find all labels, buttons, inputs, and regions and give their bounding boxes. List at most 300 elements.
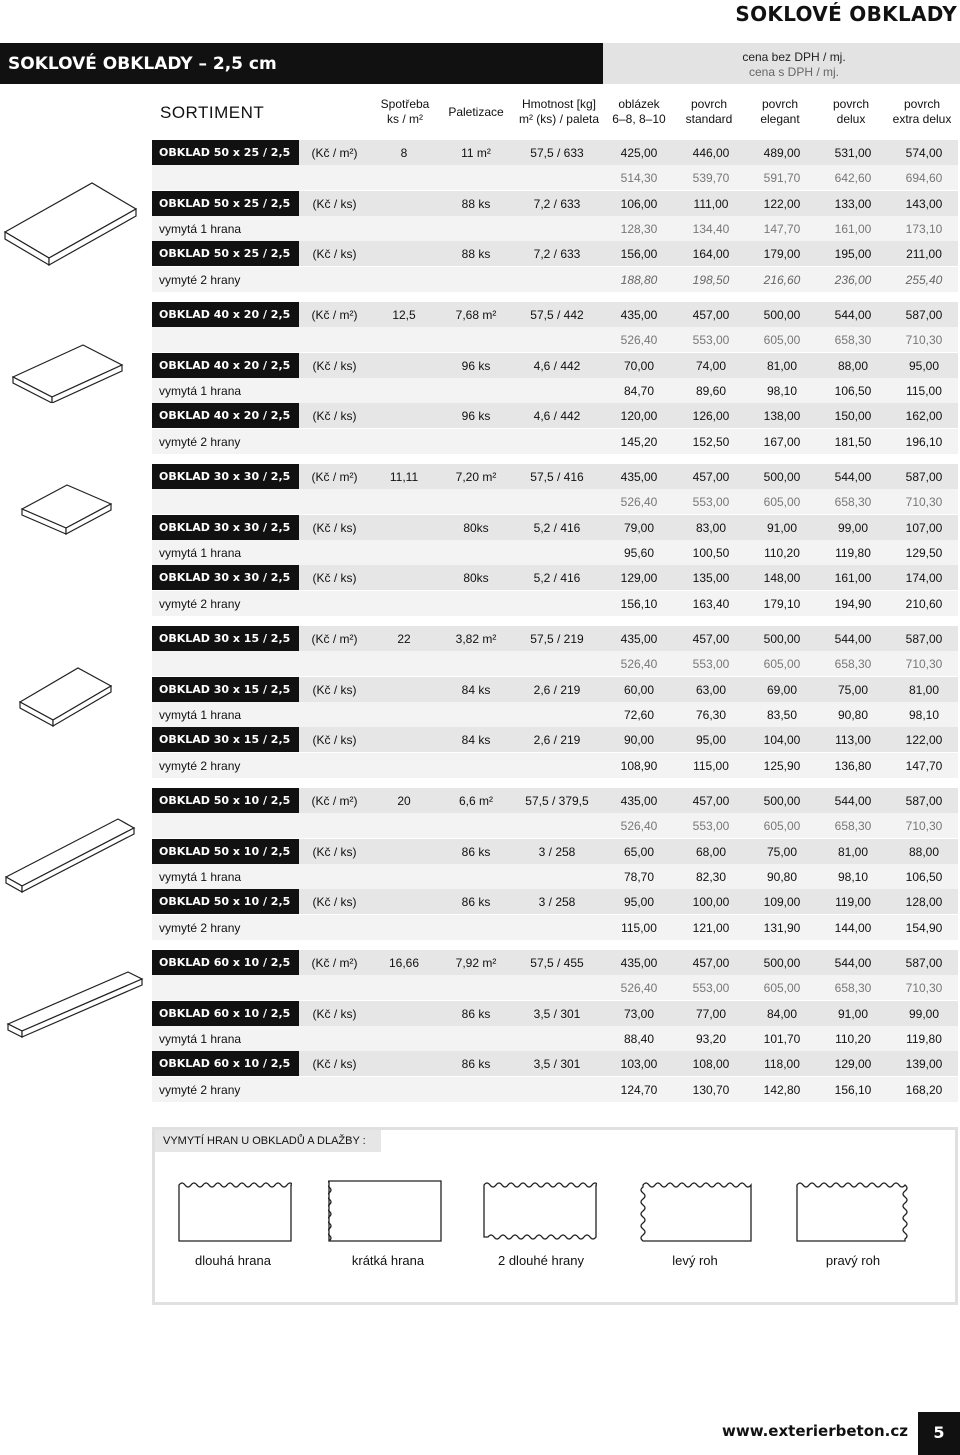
table-row — [152, 702, 958, 727]
edge-variant-label: vymyté 2 hrany — [159, 272, 241, 287]
price-standard-cell: 457,00 — [692, 794, 730, 808]
price-delux-cell: 544,00 — [834, 632, 872, 646]
col-spotreba-line1: Spotřeba — [380, 97, 430, 111]
table-row — [152, 626, 958, 651]
price-delux-cell: 658,30 — [834, 819, 872, 834]
price-oblazek-cell: 120,00 — [620, 409, 658, 424]
price-standard-cell: 457,00 — [692, 308, 730, 322]
weight-cell: 4,6 / 442 — [533, 358, 581, 373]
weight-cell: 2,6 / 219 — [533, 733, 581, 748]
unit-cell: (Kč / ks) — [312, 895, 357, 910]
price-oblazek-cell: 188,80 — [620, 272, 658, 287]
price-elegant-cell: 167,00 — [763, 434, 801, 449]
unit-cell: (Kč / ks) — [312, 247, 357, 262]
price-oblazek-cell: 90,00 — [623, 733, 655, 748]
price-extra-delux-cell: 587,00 — [905, 956, 943, 970]
col-oblazek-line2: 6–8, 8–10 — [612, 112, 666, 126]
table-row — [152, 241, 958, 266]
price-delux-cell: 98,10 — [837, 869, 869, 884]
price-delux-cell: 99,00 — [837, 520, 869, 535]
price-oblazek-cell: 115,00 — [621, 920, 657, 935]
price-standard-cell: 77,00 — [695, 1006, 727, 1021]
price-extra-delux-cell: 174,00 — [905, 571, 943, 586]
price-extra-delux-cell: 211,00 — [906, 247, 942, 262]
price-delux-cell: 156,10 — [834, 1082, 872, 1097]
weight-cell: 3,5 / 301 — [533, 1057, 581, 1072]
table-row — [152, 1026, 958, 1051]
edge-variant-label: vymytá 1 hrana — [159, 383, 242, 398]
price-extra-delux-cell: 710,30 — [905, 819, 943, 834]
price-standard-cell: 553,00 — [692, 819, 730, 834]
consumption-cell: 22 — [397, 632, 411, 646]
price-elegant-cell: 98,10 — [766, 383, 798, 398]
footer-url[interactable]: www.exterierbeton.cz — [722, 1422, 908, 1440]
price-oblazek-cell: 78,70 — [623, 869, 655, 884]
price-delux-cell: 544,00 — [834, 956, 872, 970]
col-extra-delux-line2: extra delux — [892, 112, 952, 126]
price-standard-cell: 100,00 — [692, 895, 730, 910]
price-delux-cell: 113,00 — [835, 733, 871, 748]
price-oblazek-cell: 72,60 — [623, 707, 655, 722]
product-label: OBKLAD 40 x 20 / 2,5 — [152, 353, 299, 378]
price-elegant-cell: 125,90 — [763, 758, 801, 773]
price-delux-cell: 642,60 — [834, 171, 872, 186]
col-hmotnost — [513, 97, 605, 129]
price-oblazek-cell: 129,00 — [620, 571, 658, 586]
price-standard-cell: 457,00 — [692, 470, 730, 484]
price-elegant-cell: 216,60 — [763, 272, 801, 287]
table-row — [152, 353, 958, 378]
price-extra-delux-cell: 154,90 — [905, 920, 943, 935]
palletization-cell: 7,20 m² — [455, 470, 497, 484]
table-row — [152, 540, 958, 565]
table-row — [152, 216, 958, 241]
unit-cell: (Kč / m²) — [311, 956, 358, 970]
price-delux-cell: 194,90 — [834, 596, 872, 611]
price-oblazek-cell: 73,00 — [623, 1006, 655, 1021]
price-elegant-cell: 605,00 — [763, 981, 801, 996]
price-elegant-cell: 69,00 — [766, 682, 798, 697]
edge-variant-label: vymytá 1 hrana — [159, 707, 242, 722]
product-label: OBKLAD 40 x 20 / 2,5 — [152, 302, 299, 327]
price-elegant-cell: 148,00 — [763, 571, 801, 586]
price-delux-cell: 90,80 — [837, 707, 869, 722]
price-delux-cell: 144,00 — [834, 920, 872, 935]
price-delux-cell: 544,00 — [834, 470, 872, 484]
price-delux-cell: 658,30 — [834, 981, 872, 996]
edge-left-corner-icon — [638, 1180, 753, 1242]
product-label: OBKLAD 40 x 20 / 2,5 — [152, 403, 299, 428]
col-delux-line1: povrch — [832, 97, 870, 111]
price-extra-delux-cell: 710,30 — [905, 657, 943, 672]
price-elegant-cell: 131,90 — [763, 920, 801, 935]
price-elegant-cell: 605,00 — [763, 819, 801, 834]
palletization-cell: 3,82 m² — [455, 632, 497, 646]
palletization-cell: 86 ks — [461, 1006, 491, 1021]
price-delux-cell: 161,00 — [834, 221, 872, 236]
edge-variant-label: vymytá 1 hrana — [159, 1031, 242, 1046]
weight-cell: 57,5 / 416 — [530, 470, 584, 484]
price-extra-delux-cell: 115,00 — [906, 383, 942, 398]
col-delux — [815, 97, 887, 129]
palletization-cell: 88 ks — [461, 247, 491, 262]
price-elegant-cell: 500,00 — [763, 794, 801, 808]
price-standard-cell: 83,00 — [695, 520, 727, 535]
table-row — [152, 165, 958, 190]
price-elegant-cell: 179,00 — [763, 247, 801, 262]
edge-variant-label: vymytá 1 hrana — [159, 869, 242, 884]
table-row — [152, 727, 958, 752]
price-elegant-cell: 179,10 — [763, 596, 801, 611]
table-row — [152, 140, 958, 165]
price-oblazek-cell: 435,00 — [620, 632, 658, 646]
table-row — [152, 565, 958, 590]
edge-washing-title: VYMYTÍ HRAN U OBKLADŮ A DLAŽBY : — [155, 1130, 381, 1152]
palletization-cell: 86 ks — [461, 844, 491, 859]
price-delux-cell: 544,00 — [834, 308, 872, 322]
table-row — [152, 889, 958, 914]
price-standard-cell: 74,00 — [695, 358, 727, 373]
price-standard-cell: 134,40 — [692, 221, 730, 236]
price-oblazek-cell: 103,00 — [620, 1057, 658, 1072]
price-oblazek-cell: 79,00 — [623, 520, 655, 535]
price-extra-delux-cell: 147,70 — [905, 758, 943, 773]
price-standard-cell: 164,00 — [692, 247, 730, 262]
tile-60x10-icon — [0, 970, 145, 1050]
price-with-vat-note: cena s DPH / mj. — [748, 65, 840, 79]
price-extra-delux-cell: 173,10 — [905, 221, 943, 236]
table-row — [152, 1001, 958, 1026]
edge-two-long-label: 2 dlouhé hrany — [497, 1253, 584, 1268]
price-delux-cell: 88,00 — [837, 358, 869, 373]
unit-cell: (Kč / ks) — [312, 409, 357, 424]
price-standard-cell: 82,30 — [695, 869, 727, 884]
price-oblazek-cell: 435,00 — [620, 956, 658, 970]
price-elegant-cell: 90,80 — [766, 869, 798, 884]
price-extra-delux-cell: 587,00 — [905, 470, 943, 484]
price-oblazek-cell: 95,60 — [623, 545, 655, 560]
table-row — [152, 191, 958, 216]
price-extra-delux-cell: 107,00 — [905, 520, 943, 535]
palletization-cell: 96 ks — [461, 358, 491, 373]
price-standard-cell: 63,00 — [695, 682, 727, 697]
table-row — [152, 378, 958, 403]
edge-variant-label: vymytá 1 hrana — [159, 545, 242, 560]
price-extra-delux-cell: 710,30 — [905, 495, 943, 510]
header-band — [0, 43, 960, 84]
palletization-cell: 80ks — [463, 571, 489, 586]
price-extra-delux-cell: 88,00 — [908, 844, 940, 859]
col-elegant-line2: elegant — [760, 112, 800, 126]
price-oblazek-cell: 145,20 — [620, 434, 658, 449]
product-label: OBKLAD 30 x 30 / 2,5 — [152, 464, 299, 489]
price-delux-cell: 133,00 — [834, 196, 872, 211]
unit-cell: (Kč / ks) — [312, 1006, 357, 1021]
price-extra-delux-cell: 574,00 — [905, 146, 943, 160]
price-standard-cell: 553,00 — [692, 333, 730, 348]
price-elegant-cell: 110,20 — [764, 545, 800, 560]
weight-cell: 3,5 / 301 — [533, 1006, 581, 1021]
table-row — [152, 515, 958, 540]
edge-left-corner-label: levý roh — [672, 1253, 718, 1268]
price-oblazek-cell: 128,30 — [620, 221, 658, 236]
price-oblazek-cell: 156,10 — [620, 596, 658, 611]
table-row — [152, 1077, 958, 1102]
price-standard-cell: 68,00 — [695, 844, 727, 859]
consumption-cell: 8 — [400, 146, 408, 160]
table-row — [152, 753, 958, 778]
table-row — [152, 950, 958, 975]
price-standard-cell: 539,70 — [692, 171, 730, 186]
product-label: OBKLAD 60 x 10 / 2,5 — [152, 1001, 299, 1026]
unit-cell: (Kč / ks) — [312, 358, 357, 373]
unit-cell: (Kč / ks) — [312, 733, 357, 748]
edge-variant-label: vymyté 2 hrany — [159, 434, 241, 449]
col-standard-line2: standard — [685, 112, 733, 126]
price-elegant-cell: 489,00 — [763, 146, 801, 160]
price-extra-delux-cell: 162,00 — [905, 409, 943, 424]
price-delux-cell: 658,30 — [834, 657, 872, 672]
price-delux-cell: 110,20 — [835, 1031, 871, 1046]
price-delux-cell: 658,30 — [834, 333, 872, 348]
price-oblazek-cell: 106,00 — [620, 196, 658, 211]
price-elegant-cell: 142,80 — [763, 1082, 801, 1097]
price-extra-delux-cell: 81,00 — [908, 682, 940, 697]
price-oblazek-cell: 84,70 — [623, 383, 655, 398]
table-row — [152, 788, 958, 813]
price-standard-cell: 553,00 — [692, 495, 730, 510]
product-label: OBKLAD 30 x 30 / 2,5 — [152, 515, 299, 540]
price-extra-delux-cell: 710,30 — [905, 981, 943, 996]
price-oblazek-cell: 526,40 — [620, 333, 658, 348]
price-extra-delux-cell: 122,00 — [905, 733, 943, 748]
price-without-vat-note: cena bez DPH / mj. — [742, 50, 846, 64]
weight-cell: 57,5 / 633 — [530, 146, 584, 160]
price-delux-cell: 91,00 — [837, 1006, 869, 1021]
price-extra-delux-cell: 139,00 — [905, 1057, 943, 1072]
price-standard-cell: 135,00 — [692, 571, 730, 586]
price-delux-cell: 119,80 — [835, 545, 871, 560]
product-label: OBKLAD 50 x 25 / 2,5 — [152, 191, 299, 216]
tile-40x20-icon — [0, 343, 130, 403]
table-row — [152, 591, 958, 616]
edge-long-icon — [178, 1180, 293, 1242]
price-elegant-cell: 500,00 — [763, 956, 801, 970]
price-standard-cell: 553,00 — [692, 981, 730, 996]
table-row — [152, 302, 958, 327]
palletization-cell: 11 m² — [461, 146, 491, 160]
price-elegant-cell: 605,00 — [763, 657, 801, 672]
price-oblazek-cell: 65,00 — [623, 844, 655, 859]
price-elegant-cell: 109,00 — [763, 895, 801, 910]
page-number: 5 — [918, 1412, 960, 1455]
price-standard-cell: 89,60 — [695, 383, 727, 398]
price-oblazek-cell: 526,40 — [620, 657, 658, 672]
edge-two-long-icon — [483, 1180, 598, 1242]
table-row — [152, 464, 958, 489]
consumption-cell: 12,5 — [392, 308, 416, 322]
product-label: OBKLAD 30 x 15 / 2,5 — [152, 677, 299, 702]
weight-cell: 7,2 / 633 — [533, 247, 581, 262]
price-standard-cell: 93,20 — [695, 1031, 727, 1046]
unit-cell: (Kč / m²) — [311, 146, 358, 160]
price-extra-delux-cell: 129,50 — [905, 545, 943, 560]
price-standard-cell: 126,00 — [692, 409, 730, 424]
price-delux-cell: 531,00 — [834, 146, 872, 160]
col-elegant — [744, 97, 816, 129]
palletization-cell: 7,92 m² — [455, 956, 497, 970]
table-row — [152, 651, 958, 676]
price-elegant-cell: 605,00 — [763, 333, 801, 348]
table-row — [152, 915, 958, 940]
price-standard-cell: 163,40 — [692, 596, 730, 611]
product-label: OBKLAD 50 x 10 / 2,5 — [152, 839, 299, 864]
price-oblazek-cell: 526,40 — [620, 495, 658, 510]
edge-right-corner-label: pravý roh — [825, 1253, 881, 1268]
unit-cell: (Kč / m²) — [311, 308, 358, 322]
weight-cell: 5,2 / 416 — [533, 571, 581, 586]
price-delux-cell: 119,00 — [835, 895, 871, 910]
price-oblazek-cell: 435,00 — [620, 470, 658, 484]
col-delux-line2: delux — [836, 112, 866, 126]
price-delux-cell: 544,00 — [834, 794, 872, 808]
price-elegant-cell: 122,00 — [763, 196, 801, 211]
edge-washing-box — [152, 1127, 958, 1305]
col-standard-line1: povrch — [690, 97, 728, 111]
sortiment-heading: SORTIMENT — [160, 103, 265, 122]
price-delux-cell: 81,00 — [837, 844, 869, 859]
price-oblazek-cell: 435,00 — [620, 794, 658, 808]
consumption-cell: 20 — [397, 794, 411, 808]
price-delux-cell: 658,30 — [834, 495, 872, 510]
edge-right-corner-icon — [796, 1180, 911, 1242]
unit-cell: (Kč / m²) — [311, 632, 358, 646]
product-label: OBKLAD 60 x 10 / 2,5 — [152, 950, 299, 975]
product-label: OBKLAD 30 x 30 / 2,5 — [152, 565, 299, 590]
price-elegant-cell: 591,70 — [763, 171, 801, 186]
price-extra-delux-cell: 95,00 — [908, 358, 940, 373]
price-oblazek-cell: 156,00 — [620, 247, 658, 262]
price-extra-delux-cell: 119,80 — [906, 1031, 942, 1046]
price-delux-cell: 136,80 — [834, 758, 872, 773]
price-extra-delux-cell: 98,10 — [908, 707, 940, 722]
price-extra-delux-cell: 128,00 — [905, 895, 943, 910]
col-extra-delux — [882, 97, 960, 129]
unit-cell: (Kč / m²) — [311, 794, 358, 808]
price-elegant-cell: 104,00 — [763, 733, 801, 748]
page-title: SOKLOVÉ OBKLADY — [735, 2, 957, 26]
price-extra-delux-cell: 587,00 — [905, 794, 943, 808]
product-label: OBKLAD 30 x 15 / 2,5 — [152, 727, 299, 752]
price-oblazek-cell: 108,90 — [620, 758, 658, 773]
price-extra-delux-cell: 106,50 — [905, 869, 943, 884]
price-elegant-cell: 138,00 — [763, 409, 801, 424]
unit-cell: (Kč / ks) — [312, 844, 357, 859]
price-elegant-cell: 81,00 — [766, 358, 798, 373]
product-label: OBKLAD 50 x 10 / 2,5 — [152, 889, 299, 914]
product-label: OBKLAD 50 x 10 / 2,5 — [152, 788, 299, 813]
col-oblazek — [603, 97, 675, 129]
edge-short-label: krátká hrana — [351, 1253, 425, 1268]
table-row — [152, 327, 958, 352]
price-extra-delux-cell: 255,40 — [905, 272, 943, 287]
product-label: OBKLAD 50 x 25 / 2,5 — [152, 140, 299, 165]
price-extra-delux-cell: 99,00 — [908, 1006, 940, 1021]
price-delux-cell: 236,00 — [834, 272, 872, 287]
weight-cell: 57,5 / 219 — [530, 632, 584, 646]
col-oblazek-line1: oblázek — [618, 97, 660, 111]
price-standard-cell: 121,00 — [692, 920, 730, 935]
table-row — [152, 813, 958, 838]
weight-cell: 2,6 / 219 — [533, 682, 581, 697]
price-standard-cell: 76,30 — [695, 707, 727, 722]
table-row — [152, 677, 958, 702]
table-row — [152, 403, 958, 428]
price-oblazek-cell: 95,00 — [623, 895, 655, 910]
price-elegant-cell: 118,00 — [764, 1057, 800, 1072]
price-delux-cell: 181,50 — [834, 434, 872, 449]
price-extra-delux-cell: 196,10 — [905, 434, 943, 449]
price-extra-delux-cell: 143,00 — [905, 196, 943, 211]
price-elegant-cell: 101,70 — [763, 1031, 801, 1046]
weight-cell: 57,5 / 455 — [530, 956, 584, 970]
unit-cell: (Kč / ks) — [312, 571, 357, 586]
product-label: OBKLAD 30 x 15 / 2,5 — [152, 626, 299, 651]
weight-cell: 5,2 / 416 — [533, 520, 581, 535]
price-legend — [603, 43, 960, 84]
price-extra-delux-cell: 210,60 — [905, 596, 943, 611]
product-label: OBKLAD 50 x 25 / 2,5 — [152, 241, 299, 266]
price-delux-cell: 129,00 — [834, 1057, 872, 1072]
palletization-cell: 6,6 m² — [458, 794, 493, 808]
price-standard-cell: 111,00 — [693, 196, 729, 211]
palletization-cell: 84 ks — [461, 682, 491, 697]
price-oblazek-cell: 435,00 — [620, 308, 658, 322]
price-elegant-cell: 75,00 — [766, 844, 798, 859]
price-elegant-cell: 500,00 — [763, 632, 801, 646]
table-row — [152, 267, 958, 292]
weight-cell: 4,6 / 442 — [533, 409, 581, 424]
col-standard — [673, 97, 745, 129]
tile-30x30-icon — [0, 484, 120, 544]
tile-30x15-icon — [0, 664, 120, 734]
table-row — [152, 1051, 958, 1076]
price-extra-delux-cell: 694,60 — [905, 171, 943, 186]
table-row — [152, 864, 958, 889]
edge-variant-label: vymyté 2 hrany — [159, 758, 241, 773]
price-standard-cell: 108,00 — [692, 1057, 730, 1072]
product-label: OBKLAD 60 x 10 / 2,5 — [152, 1051, 299, 1076]
price-standard-cell: 100,50 — [692, 545, 730, 560]
price-extra-delux-cell: 587,00 — [905, 632, 943, 646]
price-extra-delux-cell: 168,20 — [905, 1082, 943, 1097]
price-delux-cell: 195,00 — [834, 247, 872, 262]
price-oblazek-cell: 526,40 — [620, 981, 658, 996]
unit-cell: (Kč / ks) — [312, 682, 357, 697]
palletization-cell: 7,68 m² — [455, 308, 497, 322]
edge-variant-label: vymytá 1 hrana — [159, 221, 242, 236]
price-oblazek-cell: 70,00 — [623, 358, 655, 373]
col-spotreba-line2: ks / m² — [387, 112, 423, 126]
price-standard-cell: 553,00 — [692, 657, 730, 672]
price-standard-cell: 457,00 — [692, 632, 730, 646]
price-standard-cell: 115,00 — [693, 758, 729, 773]
price-oblazek-cell: 124,70 — [620, 1082, 658, 1097]
price-elegant-cell: 147,70 — [763, 221, 801, 236]
table-row — [152, 489, 958, 514]
col-hmotnost-line2: m² (ks) / paleta — [518, 112, 599, 126]
col-hmotnost-line1: Hmotnost [kg] — [521, 97, 597, 111]
